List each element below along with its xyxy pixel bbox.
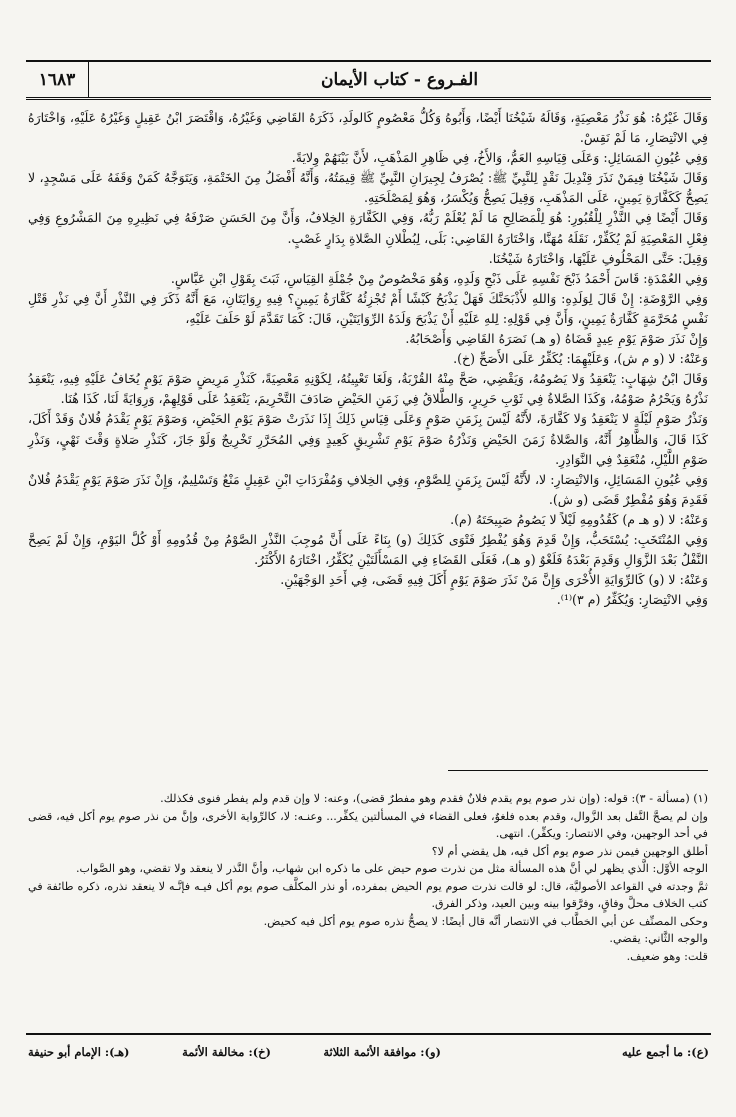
footnote-line: (١) (مسألة - ٣): قوله: (وإن نذر صوم يوم يقدم فلانٌ فقدم وهو مفطرٌ قضى)، وعنه: لا وإن قدم ولم يفطر فنوى فكذلك. <box>160 792 708 805</box>
page-header <box>26 60 711 100</box>
paragraph: وَقَالَ غَيْرُهُ: هُوَ نَذْرُ مَعْصِيَةٍ، وَقَالَهُ شَيْخُنَا أَيْضًا، وَأَبُوهُ وَكُلُّ مَعْصُومٍ كَالولَدِ، ذَكَرَهُ القَاضِي وَغَيْرُهُ، وَاقْتَصَرَ ابْنُ عَقِيلٍ وَغَيْرُهُ عَلَيْهِ، وَاخْتَارَهُ فِي الانْتِصَارِ، مَا لَمْ نَقِسْ. <box>28 110 708 146</box>
paragraph: وَفِي عُيُونِ المَسَائِلِ، وَالانْتِصَارِ: لا، لأَنَّهُ لَيْسَ بِزَمَنٍ لِلصَّوْمِ، وَفِي الخِلافِ وَمُفْرَدَاتِ ابْنِ عَقِيلٍ مَنْعٌ وَتَسْلِيمٌ، وَإِنْ نَذَرَ صَوْمَ يَوْمٍ يَقْدَمُ فُلانٌ فَقَدِمَ وَهُوَ مُفْطِرٌ قَضَى (و ش). <box>28 471 708 507</box>
paragraph: وَقِيلَ: حَتَّى المَحْلُوفِ عَلَيْهَا، وَاخْتَارَهُ شَيْخُنَا. <box>488 250 708 266</box>
paragraph: وَعَنْهُ: لا (و هـ م) كَقُدُومِهِ لَيْلاً لا يَصُومُ صَبِيحَتَهُ (م). <box>450 511 708 527</box>
paragraph: وَنَذْرُ صَوْمِ لَيْلَةٍ لا يَنْعَقِدُ وَلا كَفَّارَةَ، لأَنَّهُ لَيْسَ بِزَمَنِ صَوْمٍ وَعَلَى قِيَاسِ ذَلِكَ إِذَا نَذَرَتْ صَوْمَ يَوْمِ الحَيْضِ، وَصَوْمَ يَوْمٍ يَقْدَمُ فُلانٌ وَقَدْ أَكَلَ، كَذَا قَالَ، وَالظَّاهِرُ أَنَّهُ، وَالصَّلاةُ زَمَنَ الحَيْضِ وَنَذْرُهُ صَوْمَ يَوْمِ تَشْرِيقٍ كَعِيدٍ وَفِي المُحَرَّرِ تَخْرِيجٌ وَلَوْ جَازَ، كَنَذْرِ صَلاةٍ وَقْتَ نَهْيٍ، وَنَذْرِ صَوْمِ اللَّيْلِ، مُنْعَقِدٌ فِي النَّوَادِرِ. <box>28 411 708 467</box>
footnote-line: ثمَّ وجدته في القواعد الأصوليَّة، قال: لو قالت نذرت صوم يوم الحيض بمفرده، أو نذر المكلَّف صوم يوم أكل فيـه فإنَّـه لا ينعقد نذره، ذكره طائفة في كتب الخلاف محلَّ وفاقٍ، وفرَّقوا بينه وبين العيد، وذكر الفرق. <box>28 879 708 910</box>
page-number: ١٦٨٣ <box>26 62 89 97</box>
paragraph: وَقَالَ شَيْخُنَا فِيمَنْ نَذَرَ قِنْدِيلَ نَقْدٍ لِلنَّبِيِّ ﷺ: يُصْرَفُ لِجِيرَانِ النَّبِيِّ ﷺ قِيمَتُهُ، وَأَنَّهُ أَفْضَلُ مِنَ الخَتْمَةِ، وَيَتَوَجَّهُ كَمَنْ وَقَفَهُ عَلَى مَسْجِدٍ، لا يَصِحُّ كَكَفَّارَةِ يَمِينٍ، عَلَى المَذْهَبِ، وَقِيلَ يَصِحُّ وَيُكْسَرُ، وَهُوَ لِمَصْلَحَتِهِ. <box>28 170 708 206</box>
key-three-imams: (و): موافقة الأئمة الثلاثة <box>323 1045 441 1059</box>
paragraph: وَفِي الرَّوْضَةِ: إِنْ قَالَ لِوَلَدِهِ: وَاللهِ لأَذْبَحَنَّكَ فَهَلْ يَذْبَحُ كَبْشًا أَمْ تُجْزِئُهُ كَفَّارَةُ يَمِينٍ؟ فِيهِ رِوَايَتَانِ، مَعَ أَنَّهُ ذَكَرَ فِي النَّذْرِ أَنَّ فِي نَذْرِ قَتْلِ نَفْسٍ مُحَرَّمَةٍ كَفَّارَةُ يَمِينٍ، وَأَنَّ فِي قَوْلِهِ: لِلهِ عَلَيْهِ أَنْ يَذْبَحَ وَلَدَهُ الرِّوَايَتَيْنِ، قَالَ: كَمَا تَقَدَّمَ لَوْ حَلَفَ عَلَيْهِ، <box>28 290 708 326</box>
footnote-line: قلت: وهو ضعيف. <box>626 949 708 963</box>
key-abu-hanifa: (هـ): الإمام أبو حنيفة <box>28 1045 130 1059</box>
paragraph: وَعَنْهُ: لا (و) كَالرِّوَايَةِ الأُخْرَى وَإِنَّ مَنْ نَذَرَ صَوْمَ يَوْمٍ أَكَلَ فِيهِ قَضَى، فِي أَحَدِ الوَجْهَيْنِ. <box>280 572 708 588</box>
abbreviation-key <box>26 1033 711 1069</box>
paragraph: وَقَالَ أَيْضًا فِي النَّذْرِ لِلْقُبُورِ: هُوَ لِلْمَصَالِحِ مَا لَمْ يُعْلَمْ رَبُّهُ، وَفِي الكَفَّارَةِ الخِلافُ، وَأَنَّ مِنَ الحَسَنِ صَرْفَهُ فِي نَظِيرِهِ مِنَ المَشْرُوعِ وَفِي فِعْلِ المَعْصِيَةِ لَمْ يُكَفِّرْ، نَقَلَهُ مُهَنَّا، وَاخْتَارَهُ القَاضِي: بَلَى، لِبُطْلانِ الصَّلاةِ بِدَارٍ غَصْبٍ. <box>28 210 708 246</box>
footnote-line: الوجه الأوَّل: الَّذي يظهر لي أنَّ هذه المسألة مثل من نذرت صوم حيض على ما ذكره ابن شهاب، وأنَّ النَّذر لا ينعقد ولا تقضي، وهو الصَّواب. <box>75 862 708 875</box>
footnotes <box>28 790 708 965</box>
paragraph: وَفِي الانْتِصَارِ: وَيُكَفِّرُ (م ٣)⁽¹⁾. <box>556 592 708 608</box>
paragraph: وَفِي عُيُونِ المَسَائِلِ: وَعَلَى قِيَاسِهِ العَمُّ، وَالأَخُ، فِي ظَاهِرِ المَذْهَبِ، لأَنَّ بَيْنَهُمْ وِلايَةً. <box>291 150 708 166</box>
paragraph: وَعَنْهُ: لا (و م ش)، وَعَلَيْهِمَا: يُكَفِّرُ عَلَى الأَصَحِّ (خ). <box>453 351 708 367</box>
paragraph: وَقَالَ ابْنُ شِهَابٍ: يَنْعَقِدُ وَلا يَصُومُهُ، وَيَقْضِي، صَحَّ مِنْهُ القُرْبَةُ، وَلَغَا تَعْيِينُهُ، لِكَوْنِهِ مَعْصِيَةً، كَنَذْرِ مَرِيضٍ صَوْمَ يَوْمٍ يُخَافُ عَلَيْهِ فِيهِ، يَنْعَقِدُ نَذْرُهُ وَيَحْرُمُ صَوْمُهُ، وَكَذَا الصَّلاةُ فِي ثَوْبِ حَرِيرٍ، وَالطَّلاقُ فِي زَمَنِ الحَيْضِ صَادَفَ التَّحْرِيمَ، يَنْعَقِدُ عَلَى قَوْلِهِمْ، وَرِوَايَةً لَنَا، كَذَا هُنَا. <box>28 371 708 407</box>
footnote-line: والوجه الثَّاني: يقضي. <box>609 932 708 945</box>
paragraph: وَإِنْ نَذَرَ صَوْمَ يَوْمِ عِيدٍ قَضَاهُ (و هـ) نَصَرَهُ القَاضِي وَأَصْحَابُهُ. <box>405 331 708 347</box>
footnote-line: أطلق الوجهين فيمن نذر صوم يوم أكل فيه، هل يقضي أم لا؟ <box>431 844 708 858</box>
footnote-line: وحكى المصنِّف عن أبي الخطَّاب في الانتصار أنَّه قال أيضًا: لا يصحُّ نذره صوم يوم أكل فيه كحيض. <box>263 914 708 928</box>
paragraph: وَفِي المُنْتَخَبِ: يُسْتَحَبُّ، وَإِنْ قَدِمَ وَهُوَ يُفْطِرُ فَتْوَى كَذَلِكَ (و) بِنَاءً عَلَى أَنَّ مُوجِبَ النَّذْرِ الصَّوْمُ مِنْ قُدُومِهِ أَوْ كُلَّ اليَوْمِ، وَإِنْ لَمْ يَصِحَّ النَّفْلُ بَعْدَ الزَّوَالِ وَقَدِمَ بَعْدَهُ فَلَغْوٌ (و هـ)، فَعَلَى القَضَاءِ فِي المَسْأَلَتَيْنِ يُكَفِّرُ، اخْتَارَهُ الأَكْثَرُ. <box>28 531 708 568</box>
footnote-line: وإن لم يصحَّ النَّفل بعد الزَّوال، وقدم بعده فلغوٌ، فعلى القضاء في المسألتين يكفِّر... وعنـه: لا، كالرِّواية الأخرى، وإنَّ من نذر صوم يوم أكل فيه، قضى في أحد الوجهين، وفي الانتصار: ويكفِّر). انتهى. <box>28 809 708 840</box>
paragraph: وَفِي العُمْدَةِ: قَاسَ أَحْمَدُ ذَبْحَ نَفْسِهِ عَلَى ذَبْحِ وَلَدِهِ، وَهُوَ مَخْصُوصٌ مِنْ جُمْلَةِ القِيَاسِ، ثَبَتَ بِقَوْلِ ابْنِ عَبَّاسٍ. <box>170 270 708 286</box>
footnote-divider <box>448 770 708 771</box>
key-against-imams: (خ): مخالفة الأئمة <box>182 1045 271 1059</box>
running-title: الفـروع - كتاب الأيمان <box>320 69 479 90</box>
key-ijma: (ع): ما أجمع عليه <box>621 1045 709 1059</box>
main-text <box>28 108 708 610</box>
